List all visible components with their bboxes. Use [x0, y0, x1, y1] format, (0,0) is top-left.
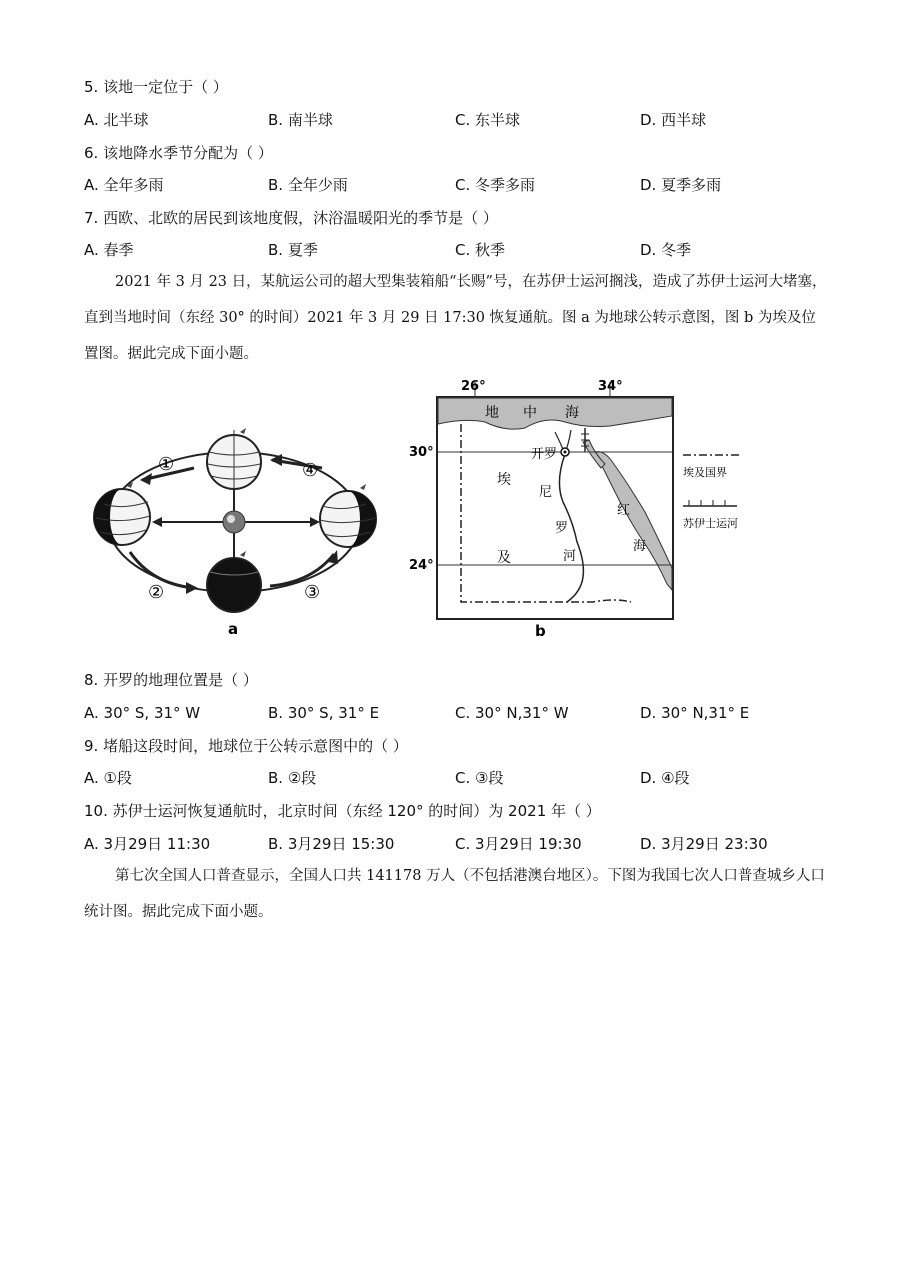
q9-option-b[interactable]: B. ②段: [268, 769, 317, 787]
passage-suez-canal: 2021 年 3 月 23 日，某航运公司的超大型集装箱船“长赐”号，在苏伊士运河搁浅，造成了苏伊士运河大堵塞，直到当地时间（东经 30° 的时间）2021 年 3 月 29 日 17:30 恢复通航。图 a 为地球公转示意图，图 b 为埃及位置图。据此完成下面小题。: [84, 274, 827, 362]
nile-label-1: 尼: [539, 485, 553, 500]
sun: [223, 511, 245, 533]
med-label-2: 中: [523, 405, 537, 421]
q7-option-b[interactable]: B. 夏季: [268, 241, 318, 259]
legend-border-label: 埃及国界: [683, 466, 727, 479]
q9-option-d[interactable]: D. ④段: [640, 769, 690, 787]
nile-label-2: 罗: [555, 521, 569, 536]
figure-a-earth-revolution: [82, 372, 402, 642]
q8-option-d[interactable]: D. 30° N,31° E: [640, 704, 750, 722]
q5-option-c[interactable]: C. 东半球: [455, 111, 521, 129]
earth-right: [320, 484, 376, 547]
legend-canal-label: 苏伊士运河: [683, 517, 738, 530]
question-10-stem: 10. 苏伊士运河恢复通航时，北京时间（东经 120° 的时间）为 2021 年（ ）: [84, 802, 601, 820]
egypt-label-2: 及: [497, 550, 511, 566]
figure-b-egypt-map: [405, 372, 785, 642]
q8-option-b[interactable]: B. 30° S, 31° E: [268, 704, 380, 722]
question-7-stem: 7. 西欧、北欧的居民到该地度假，沐浴温暖阳光的季节是（ ）: [84, 209, 498, 227]
question-5-stem: 5. 该地一定位于（ ）: [84, 78, 228, 96]
q10-option-a[interactable]: A. 3月29日 11:30: [84, 835, 211, 853]
med-label-3: 海: [565, 405, 579, 421]
figure-b-caption: b: [535, 622, 546, 640]
orbit-arrowhead-3: [328, 550, 338, 564]
nile-label-3: 河: [563, 549, 577, 564]
red-sea-label-1: 红: [617, 503, 631, 518]
earth-top: [207, 428, 261, 494]
q9-option-a[interactable]: A. ①段: [84, 769, 132, 787]
q5-option-d[interactable]: D. 西半球: [640, 111, 707, 129]
red-sea-label-2: 海: [633, 539, 647, 554]
q6-option-a[interactable]: A. 全年多雨: [84, 176, 164, 194]
earth-bottom: [207, 551, 261, 612]
seg-3-label: ③: [304, 582, 321, 603]
q5-option-a[interactable]: A. 北半球: [84, 111, 149, 129]
orbit-arrowhead-2: [186, 582, 198, 594]
seg-1-label: ①: [158, 454, 175, 475]
q10-option-b[interactable]: B. 3月29日 15:30: [268, 835, 395, 853]
question-6-stem: 6. 该地降水季节分配为（ ）: [84, 144, 273, 162]
seg-4-label: ④: [302, 460, 319, 481]
q7-option-a[interactable]: A. 春季: [84, 241, 134, 259]
q6-option-d[interactable]: D. 夏季多雨: [640, 176, 722, 194]
lon-34-label: 34°: [598, 379, 623, 394]
question-8-stem: 8. 开罗的地理位置是（ ）: [84, 671, 258, 689]
passage-census: 第七次全国人口普查显示，全国人口共 141178 万人（不包括港澳台地区）。下图为我国七次人口普查城乡人口统计图。据此完成下面小题。: [84, 868, 825, 920]
q8-option-c[interactable]: C. 30° N,31° W: [455, 704, 569, 722]
q10-option-d[interactable]: D. 3月29日 23:30: [640, 835, 768, 853]
lat-30-label: 30°: [409, 445, 434, 460]
q9-option-c[interactable]: C. ③段: [455, 769, 504, 787]
lat-24-label: 24°: [409, 558, 434, 573]
q10-option-c[interactable]: C. 3月29日 19:30: [455, 835, 582, 853]
med-label-1: 地: [485, 405, 499, 421]
q6-option-c[interactable]: C. 冬季多雨: [455, 176, 536, 194]
earth-left: [94, 482, 150, 545]
cairo-label: 开罗: [531, 447, 558, 462]
question-9-stem: 9. 堵船这段时间，地球位于公转示意图中的（ ）: [84, 737, 408, 755]
lon-26-label: 26°: [461, 379, 486, 394]
q7-option-c[interactable]: C. 秋季: [455, 241, 506, 259]
seg-2-label: ②: [148, 582, 165, 603]
figure-a-caption: a: [228, 620, 239, 638]
q8-option-a[interactable]: A. 30° S, 31° W: [84, 704, 201, 722]
q7-option-d[interactable]: D. 冬季: [640, 241, 692, 259]
q6-option-b[interactable]: B. 全年少雨: [268, 176, 348, 194]
egypt-label-1: 埃: [497, 472, 511, 488]
q5-option-b[interactable]: B. 南半球: [268, 111, 333, 129]
